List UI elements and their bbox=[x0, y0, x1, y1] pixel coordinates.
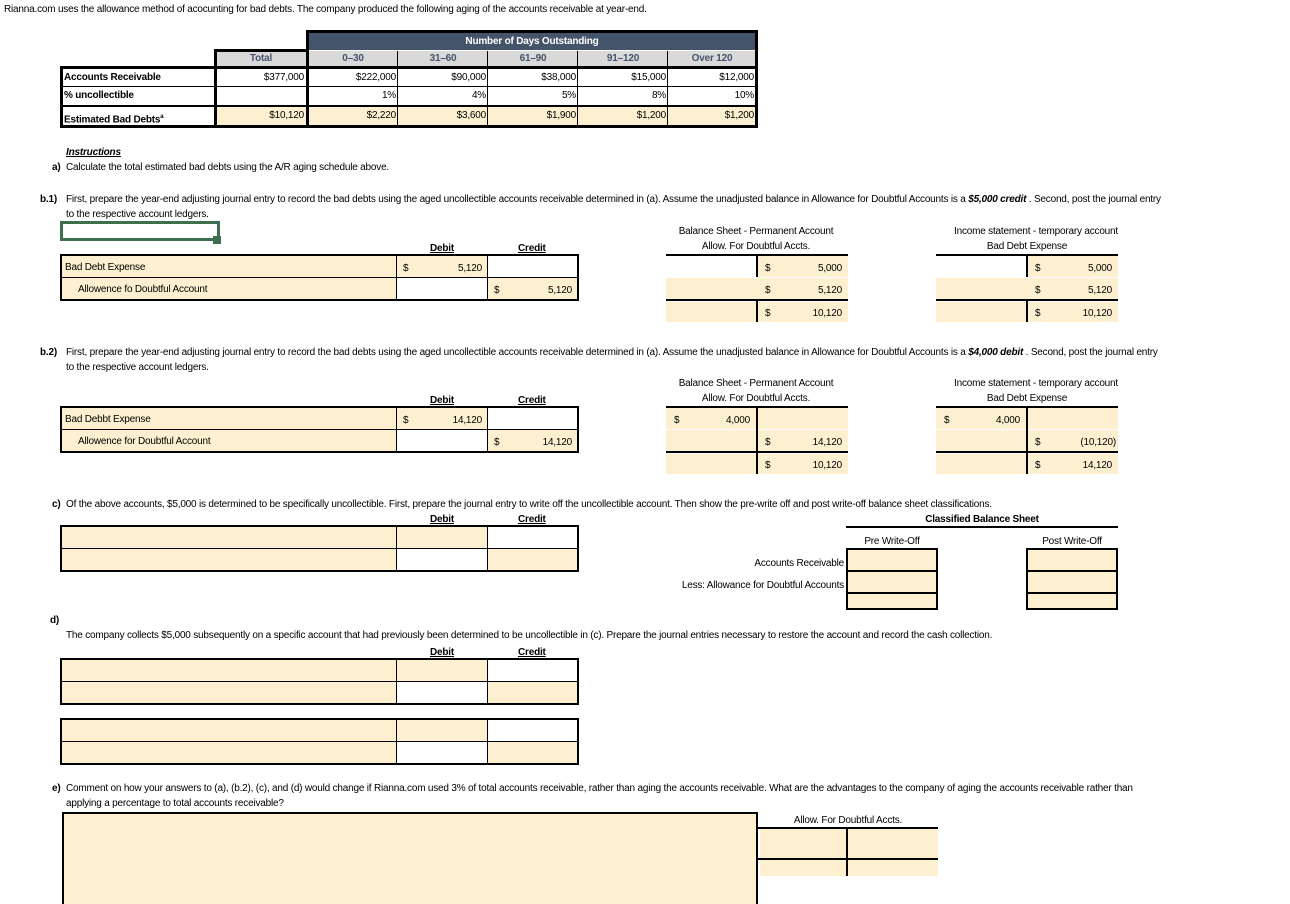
dollar-sign: $ bbox=[403, 263, 409, 274]
aging-col-91-120: 91–120 bbox=[578, 51, 668, 66]
aging-cell[interactable]: $10,120 bbox=[216, 107, 306, 126]
aging-row-label-ar: Accounts Receivable bbox=[64, 72, 161, 83]
d2-row2-debit-cell[interactable] bbox=[397, 742, 487, 763]
border bbox=[487, 51, 488, 126]
c-row1-debit-cell[interactable] bbox=[397, 527, 487, 548]
part-d-text: The company collects $5,000 subsequently on a specific account that had previously been determined to be uncollectible in (c). Prepare the journal entries necessary to restore the account and record the cash collection. bbox=[66, 630, 993, 641]
border bbox=[487, 718, 488, 765]
d1-row1-credit-cell[interactable] bbox=[488, 660, 577, 681]
aging-cell[interactable] bbox=[216, 87, 306, 105]
aging-cell[interactable]: $90,000 bbox=[451, 72, 486, 83]
part-a-label: a) bbox=[52, 162, 61, 173]
aging-cell[interactable]: 4% bbox=[471, 90, 486, 101]
border bbox=[60, 741, 579, 742]
part-b2-label: b.2) bbox=[40, 347, 57, 358]
taccount-title: Allow. For Doubtful Accts. bbox=[701, 393, 811, 404]
aging-cell[interactable]: $1,200 bbox=[668, 107, 756, 126]
aging-col-total: Total bbox=[216, 51, 306, 66]
border bbox=[60, 406, 579, 408]
b2-row1-debit: 14,120 bbox=[452, 415, 482, 426]
aging-row-label-pct: % uncollectible bbox=[64, 90, 134, 101]
aging-col-0-30: 0–30 bbox=[308, 51, 398, 66]
taccount-value: 14,120 bbox=[1082, 460, 1112, 471]
b1-row1-account: Bad Debt Expense bbox=[65, 262, 146, 273]
taccount-title: Bad Debt Expense bbox=[986, 393, 1068, 404]
border bbox=[60, 277, 579, 278]
post-writeoff-allowance-cell[interactable] bbox=[1028, 572, 1116, 592]
aging-group-header: Number of Days Outstanding bbox=[308, 33, 756, 50]
taccount-title: Bad Debt Expense bbox=[986, 241, 1068, 252]
b2-row2-debit-cell[interactable] bbox=[397, 430, 487, 451]
part-b1-label: b.1) bbox=[40, 194, 57, 205]
dollar-sign: $ bbox=[1035, 263, 1041, 274]
aging-col-over-120: Over 120 bbox=[668, 51, 756, 66]
b2-debit-header: Debit bbox=[430, 395, 455, 406]
border bbox=[396, 658, 397, 705]
part-b1-text-line2: to the respective account ledgers. bbox=[66, 209, 209, 220]
d1-row2-credit-cell[interactable] bbox=[488, 682, 577, 703]
taccount-value: (10,120) bbox=[1080, 437, 1116, 448]
border bbox=[60, 299, 579, 301]
border bbox=[60, 570, 579, 572]
border bbox=[60, 681, 579, 682]
c-row2-debit-cell[interactable] bbox=[397, 549, 487, 570]
dollar-sign: $ bbox=[1035, 437, 1041, 448]
border bbox=[846, 592, 938, 594]
taccount-cell[interactable] bbox=[848, 829, 938, 858]
part-b2-text: First, prepare the year-end adjusting journal entry to record the bad debts using the aged uncollectible accounts receivable determined in (a). Assume the unadjusted balance in Allowance for Doubtful Accounts is a $4,000 debit . Second, post the journal entry bbox=[66, 347, 1158, 358]
border bbox=[60, 254, 579, 256]
b1-credit-header: Credit bbox=[518, 243, 546, 254]
b1-row2-account: Allowence fo Doubtful Account bbox=[78, 284, 208, 295]
dollar-sign: $ bbox=[765, 437, 771, 448]
border bbox=[846, 829, 848, 876]
d2-row1-credit-cell[interactable] bbox=[488, 720, 577, 741]
aging-cell[interactable]: $12,000 bbox=[719, 72, 754, 83]
fill-handle[interactable] bbox=[213, 236, 221, 244]
b1-row2-debit-cell[interactable] bbox=[397, 278, 487, 299]
taccount-header: Income statement - temporary account bbox=[954, 226, 1118, 237]
border bbox=[577, 718, 579, 765]
taccount-cell[interactable] bbox=[848, 860, 938, 876]
aging-cell[interactable]: $3,600 bbox=[398, 107, 488, 126]
part-a-text: Calculate the total estimated bad debts using the A/R aging schedule above. bbox=[66, 162, 390, 173]
border bbox=[756, 408, 758, 474]
instructions-heading: Instructions bbox=[66, 147, 121, 158]
border bbox=[306, 30, 309, 128]
border bbox=[487, 525, 488, 572]
post-writeoff-ar-cell[interactable] bbox=[1028, 550, 1116, 570]
d1-row2-debit-cell[interactable] bbox=[397, 682, 487, 703]
selected-cell[interactable] bbox=[60, 221, 220, 241]
border bbox=[396, 254, 397, 301]
aging-col-31-60: 31–60 bbox=[398, 51, 488, 66]
border bbox=[577, 254, 579, 301]
part-c-text: Of the above accounts, $5,000 is determined to be specifically uncollectible. First, prepare the journal entry to write off the uncollectible account. Then show the pre-write off and post write-off balance sheet classifications. bbox=[66, 499, 992, 510]
border bbox=[60, 548, 579, 549]
border bbox=[667, 51, 668, 126]
b2-row2-account: Allowence for Doubtful Account bbox=[78, 436, 211, 447]
dollar-sign: $ bbox=[944, 415, 950, 426]
taccount-title: Allow. For Doubtful Accts. bbox=[793, 815, 903, 826]
pre-writeoff-net-cell[interactable] bbox=[848, 594, 936, 608]
comment-answer-box[interactable] bbox=[62, 812, 758, 904]
border bbox=[60, 86, 758, 87]
taccount-header: Balance Sheet - Permanent Account bbox=[678, 226, 834, 237]
taccount-value: 4,000 bbox=[725, 415, 750, 426]
border bbox=[487, 254, 488, 301]
c-row2-account-cell[interactable] bbox=[62, 549, 396, 570]
border bbox=[60, 66, 758, 69]
pre-writeoff-header: Pre Write-Off bbox=[864, 536, 920, 547]
taccount-title: Allow. For Doubtful Accts. bbox=[701, 241, 811, 252]
d2-row1-account-cell[interactable] bbox=[62, 720, 396, 741]
border bbox=[397, 51, 398, 126]
border bbox=[396, 406, 397, 453]
border bbox=[1026, 408, 1028, 474]
aging-cell[interactable]: 10% bbox=[734, 90, 754, 101]
border bbox=[1026, 592, 1118, 594]
aging-col-61-90: 61–90 bbox=[488, 51, 578, 66]
part-b2-text-line2: to the respective account ledgers. bbox=[66, 362, 209, 373]
border bbox=[1026, 256, 1028, 277]
border bbox=[60, 451, 579, 453]
border bbox=[1026, 570, 1118, 572]
aging-cell[interactable]: $1,200 bbox=[578, 107, 668, 126]
pre-writeoff-allowance-cell[interactable] bbox=[848, 572, 936, 592]
taccount-cell[interactable] bbox=[760, 829, 846, 858]
border bbox=[60, 525, 62, 572]
taccount-cell[interactable] bbox=[936, 256, 1026, 277]
aging-cell[interactable]: $15,000 bbox=[631, 72, 666, 83]
border bbox=[60, 718, 579, 720]
b1-row1-debit: 5,120 bbox=[457, 263, 482, 274]
taccount-value: 14,120 bbox=[812, 437, 842, 448]
part-e-text: Comment on how your answers to (a), (b.2), (c), and (d) would change if Rianna.com used 3% of total accounts receivable, rather than aging the accounts receivable. What are the advantages to the company of aging the accounts receivable rather than bbox=[66, 783, 1133, 794]
aging-cell[interactable]: $377,000 bbox=[263, 72, 304, 83]
taccount-value: 5,000 bbox=[1087, 263, 1112, 274]
aging-cell[interactable]: 1% bbox=[381, 90, 396, 101]
border bbox=[756, 256, 758, 277]
b2-row2-credit: 14,120 bbox=[542, 437, 572, 448]
border bbox=[60, 658, 579, 660]
post-writeoff-net-cell[interactable] bbox=[1028, 594, 1116, 608]
taccount-value: 5,120 bbox=[817, 285, 842, 296]
border bbox=[306, 30, 758, 33]
border bbox=[60, 525, 579, 527]
c-row1-account-cell[interactable] bbox=[62, 527, 396, 548]
taccount-cell[interactable] bbox=[760, 860, 846, 876]
border bbox=[60, 703, 579, 705]
border bbox=[214, 49, 217, 128]
taccount-header: Balance Sheet - Permanent Account bbox=[678, 378, 834, 389]
b2-credit-header: Credit bbox=[518, 395, 546, 406]
dollar-sign: $ bbox=[765, 460, 771, 471]
d1-row1-debit-cell[interactable] bbox=[397, 660, 487, 681]
b1-debit-header: Debit bbox=[430, 243, 455, 254]
aging-row-label-bad-debts: Estimated Bad Debts$^a$ bbox=[64, 114, 164, 126]
c-credit-header: Credit bbox=[518, 514, 546, 525]
dollar-sign: $ bbox=[765, 285, 771, 296]
border bbox=[577, 406, 579, 453]
border bbox=[846, 570, 938, 572]
taccount-value: 4,000 bbox=[995, 415, 1020, 426]
border bbox=[60, 429, 579, 430]
border bbox=[756, 301, 758, 322]
accounts-receivable-label: Accounts Receivable bbox=[754, 558, 844, 569]
dollar-sign: $ bbox=[674, 415, 680, 426]
border bbox=[396, 718, 397, 765]
part-e-text-line2: applying a percentage to total accounts receivable? bbox=[66, 798, 284, 809]
border bbox=[60, 66, 63, 128]
taccount-value: 5,000 bbox=[817, 263, 842, 274]
dollar-sign: $ bbox=[1035, 285, 1041, 296]
border bbox=[60, 406, 62, 453]
taccount-value: 10,120 bbox=[1082, 308, 1112, 319]
part-c-label: c) bbox=[52, 499, 61, 510]
part-d-label: d) bbox=[50, 615, 60, 626]
border bbox=[577, 525, 579, 572]
border bbox=[487, 658, 488, 705]
aging-cell[interactable]: $2,220 bbox=[308, 107, 398, 126]
d2-row2-account-cell[interactable] bbox=[62, 742, 396, 763]
d2-row2-credit-cell[interactable] bbox=[488, 742, 577, 763]
allowance-label: Less: Allowance for Doubtful Accounts bbox=[681, 580, 844, 591]
border bbox=[60, 105, 758, 107]
d-debit-header: Debit bbox=[430, 647, 455, 658]
d-credit-header: Credit bbox=[518, 647, 546, 658]
c-row2-credit-cell[interactable] bbox=[488, 549, 577, 570]
dollar-sign: $ bbox=[765, 308, 771, 319]
border bbox=[577, 51, 578, 126]
d1-row2-account-cell[interactable] bbox=[62, 682, 396, 703]
border bbox=[487, 406, 488, 453]
border bbox=[60, 763, 579, 765]
pre-writeoff-ar-cell[interactable] bbox=[848, 550, 936, 570]
border bbox=[1026, 301, 1028, 322]
d1-row1-account-cell[interactable] bbox=[62, 660, 396, 681]
b1-row2-credit: 5,120 bbox=[547, 285, 572, 296]
b2-row1-credit-cell[interactable] bbox=[488, 408, 577, 429]
aging-cell[interactable]: $1,900 bbox=[488, 107, 578, 126]
border bbox=[60, 718, 62, 765]
dollar-sign: $ bbox=[1035, 308, 1041, 319]
taccount-cell[interactable] bbox=[666, 256, 756, 277]
aging-cell[interactable]: 8% bbox=[651, 90, 666, 101]
post-writeoff-header: Post Write-Off bbox=[1042, 536, 1102, 547]
taccount-value: 5,120 bbox=[1087, 285, 1112, 296]
part-b1-text: First, prepare the year-end adjusting journal entry to record the bad debts using the aged uncollectible accounts receivable determined in (a). Assume the unadjusted balance in Allowance for Doubtful Accounts is a $5,000 credit . Second, post the journal entry bbox=[66, 194, 1161, 205]
dollar-sign: $ bbox=[494, 437, 500, 448]
border bbox=[846, 526, 1118, 528]
b1-row1-credit-cell[interactable] bbox=[488, 256, 577, 277]
aging-cell[interactable]: $222,000 bbox=[355, 72, 396, 83]
border bbox=[60, 658, 62, 705]
intro-text: Rianna.com uses the allowance method of acocunting for bad debts. The company produced the following aging of the accounts receivable at year-end. bbox=[4, 4, 647, 15]
aging-cell[interactable]: 5% bbox=[561, 90, 576, 101]
c-debit-header: Debit bbox=[430, 514, 455, 525]
part-e-label: e) bbox=[52, 783, 61, 794]
taccount-header: Income statement - temporary account bbox=[954, 378, 1118, 389]
c-row1-credit-cell[interactable] bbox=[488, 527, 577, 548]
aging-cell[interactable]: $38,000 bbox=[541, 72, 576, 83]
border bbox=[577, 658, 579, 705]
dollar-sign: $ bbox=[765, 263, 771, 274]
border bbox=[214, 49, 308, 52]
balance-sheet-title: Classified Balance Sheet bbox=[925, 514, 1039, 525]
dollar-sign: $ bbox=[403, 415, 409, 426]
dollar-sign: $ bbox=[494, 285, 500, 296]
border bbox=[396, 525, 397, 572]
d2-row1-debit-cell[interactable] bbox=[397, 720, 487, 741]
dollar-sign: $ bbox=[1035, 460, 1041, 471]
border bbox=[755, 30, 758, 128]
taccount-value: 10,120 bbox=[812, 460, 842, 471]
border bbox=[60, 125, 758, 128]
b2-row1-account: Bad Debbt Expense bbox=[65, 414, 151, 425]
taccount-value: 10,120 bbox=[812, 308, 842, 319]
border bbox=[60, 254, 62, 301]
